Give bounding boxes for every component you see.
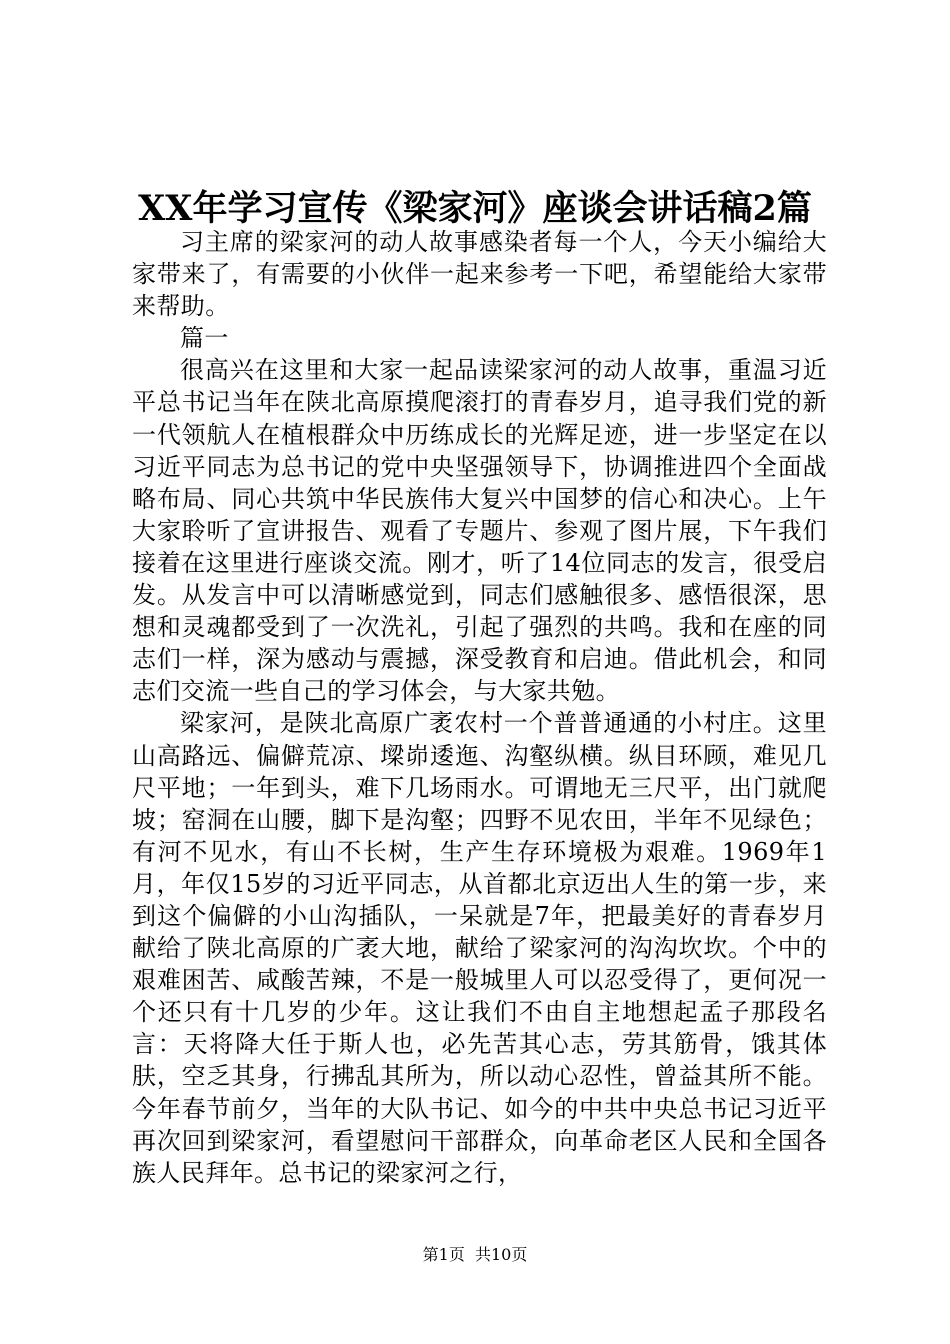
page-number: 第1页 共10页 [422,1245,528,1264]
page-footer [0,1244,950,1266]
document-title: XX年学习宣传《梁家河》座谈会讲话稿2篇 [138,188,812,229]
body-paragraph: 很高兴在这里和大家一起品读梁家河的动人故事，重温习近平总书记当年在陕北高原摸爬滚打的青春岁月，追寻我们党的新一代领航人在植根群众中历练成长的光辉足迹，进一步坚定在以习近平同志为总书记的党中央坚强领导下，协调推进四个全面战略布局、同心共筑中华民族伟大复兴中国梦的信心和决心。上午大家聆听了宣讲报告、观看了专题片、参观了图片展，下午我们接着在这里进行座谈交流。刚才，听了14位同志的发言，很受启发。从发言中可以清晰感觉到，同志们感触很多、感悟很深，思想和灵魂都受到了一次洗礼，引起了强烈的共鸣。我和在座的同志们一样，深为感动与震撼，深受教育和启迪。借此机会，和同志们交流一些自己的学习体会，与大家共勉。 [132,356,827,706]
intro-paragraph: 习主席的梁家河的动人故事感染者每一个人，今天小编给大家带来了，有需要的小伙伴一起来参考一下吧，希望能给大家带来帮助。 [132,228,827,321]
body-paragraph: 梁家河，是陕北高原广袤农村一个普普通通的小村庄。这里山高路远、偏僻荒凉、墚峁逶迤、沟壑纵横。纵目环顾，难见几尺平地；一年到头，难下几场雨水。可谓地无三尺平，出门就爬坡；窑洞在山腰，脚下是沟壑；四野不见农田，半年不见绿色；有河不见水，有山不长树，生产生存环境极为艰难。1969年1月，年仅15岁的习近平同志，从首都北京迈出人生的第一步，来到这个偏僻的小山沟插队，一呆就是7年，把最美好的青春岁月献给了陕北高原的广袤大地，献给了梁家河的沟沟坎坎。个中的艰难困苦、咸酸苦辣，不是一般城里人可以忍受得了，更何况一个还只有十几岁的少年。这让我们不由自主地想起孟子那段名言：天将降大任于斯人也，必先苦其心志，劳其筋骨，饿其体肤，空乏其身，行拂乱其所为，所以动心忍性，曾益其所不能。今年春节前夕，当年的大队书记、如今的中共中央总书记习近平再次回到梁家河，看望慰问干部群众，向革命老区人民和全国各族人民拜年。总书记的梁家河之行， [132,709,827,1187]
section-heading: 篇一 [180,324,229,353]
document-body [132,226,827,1189]
